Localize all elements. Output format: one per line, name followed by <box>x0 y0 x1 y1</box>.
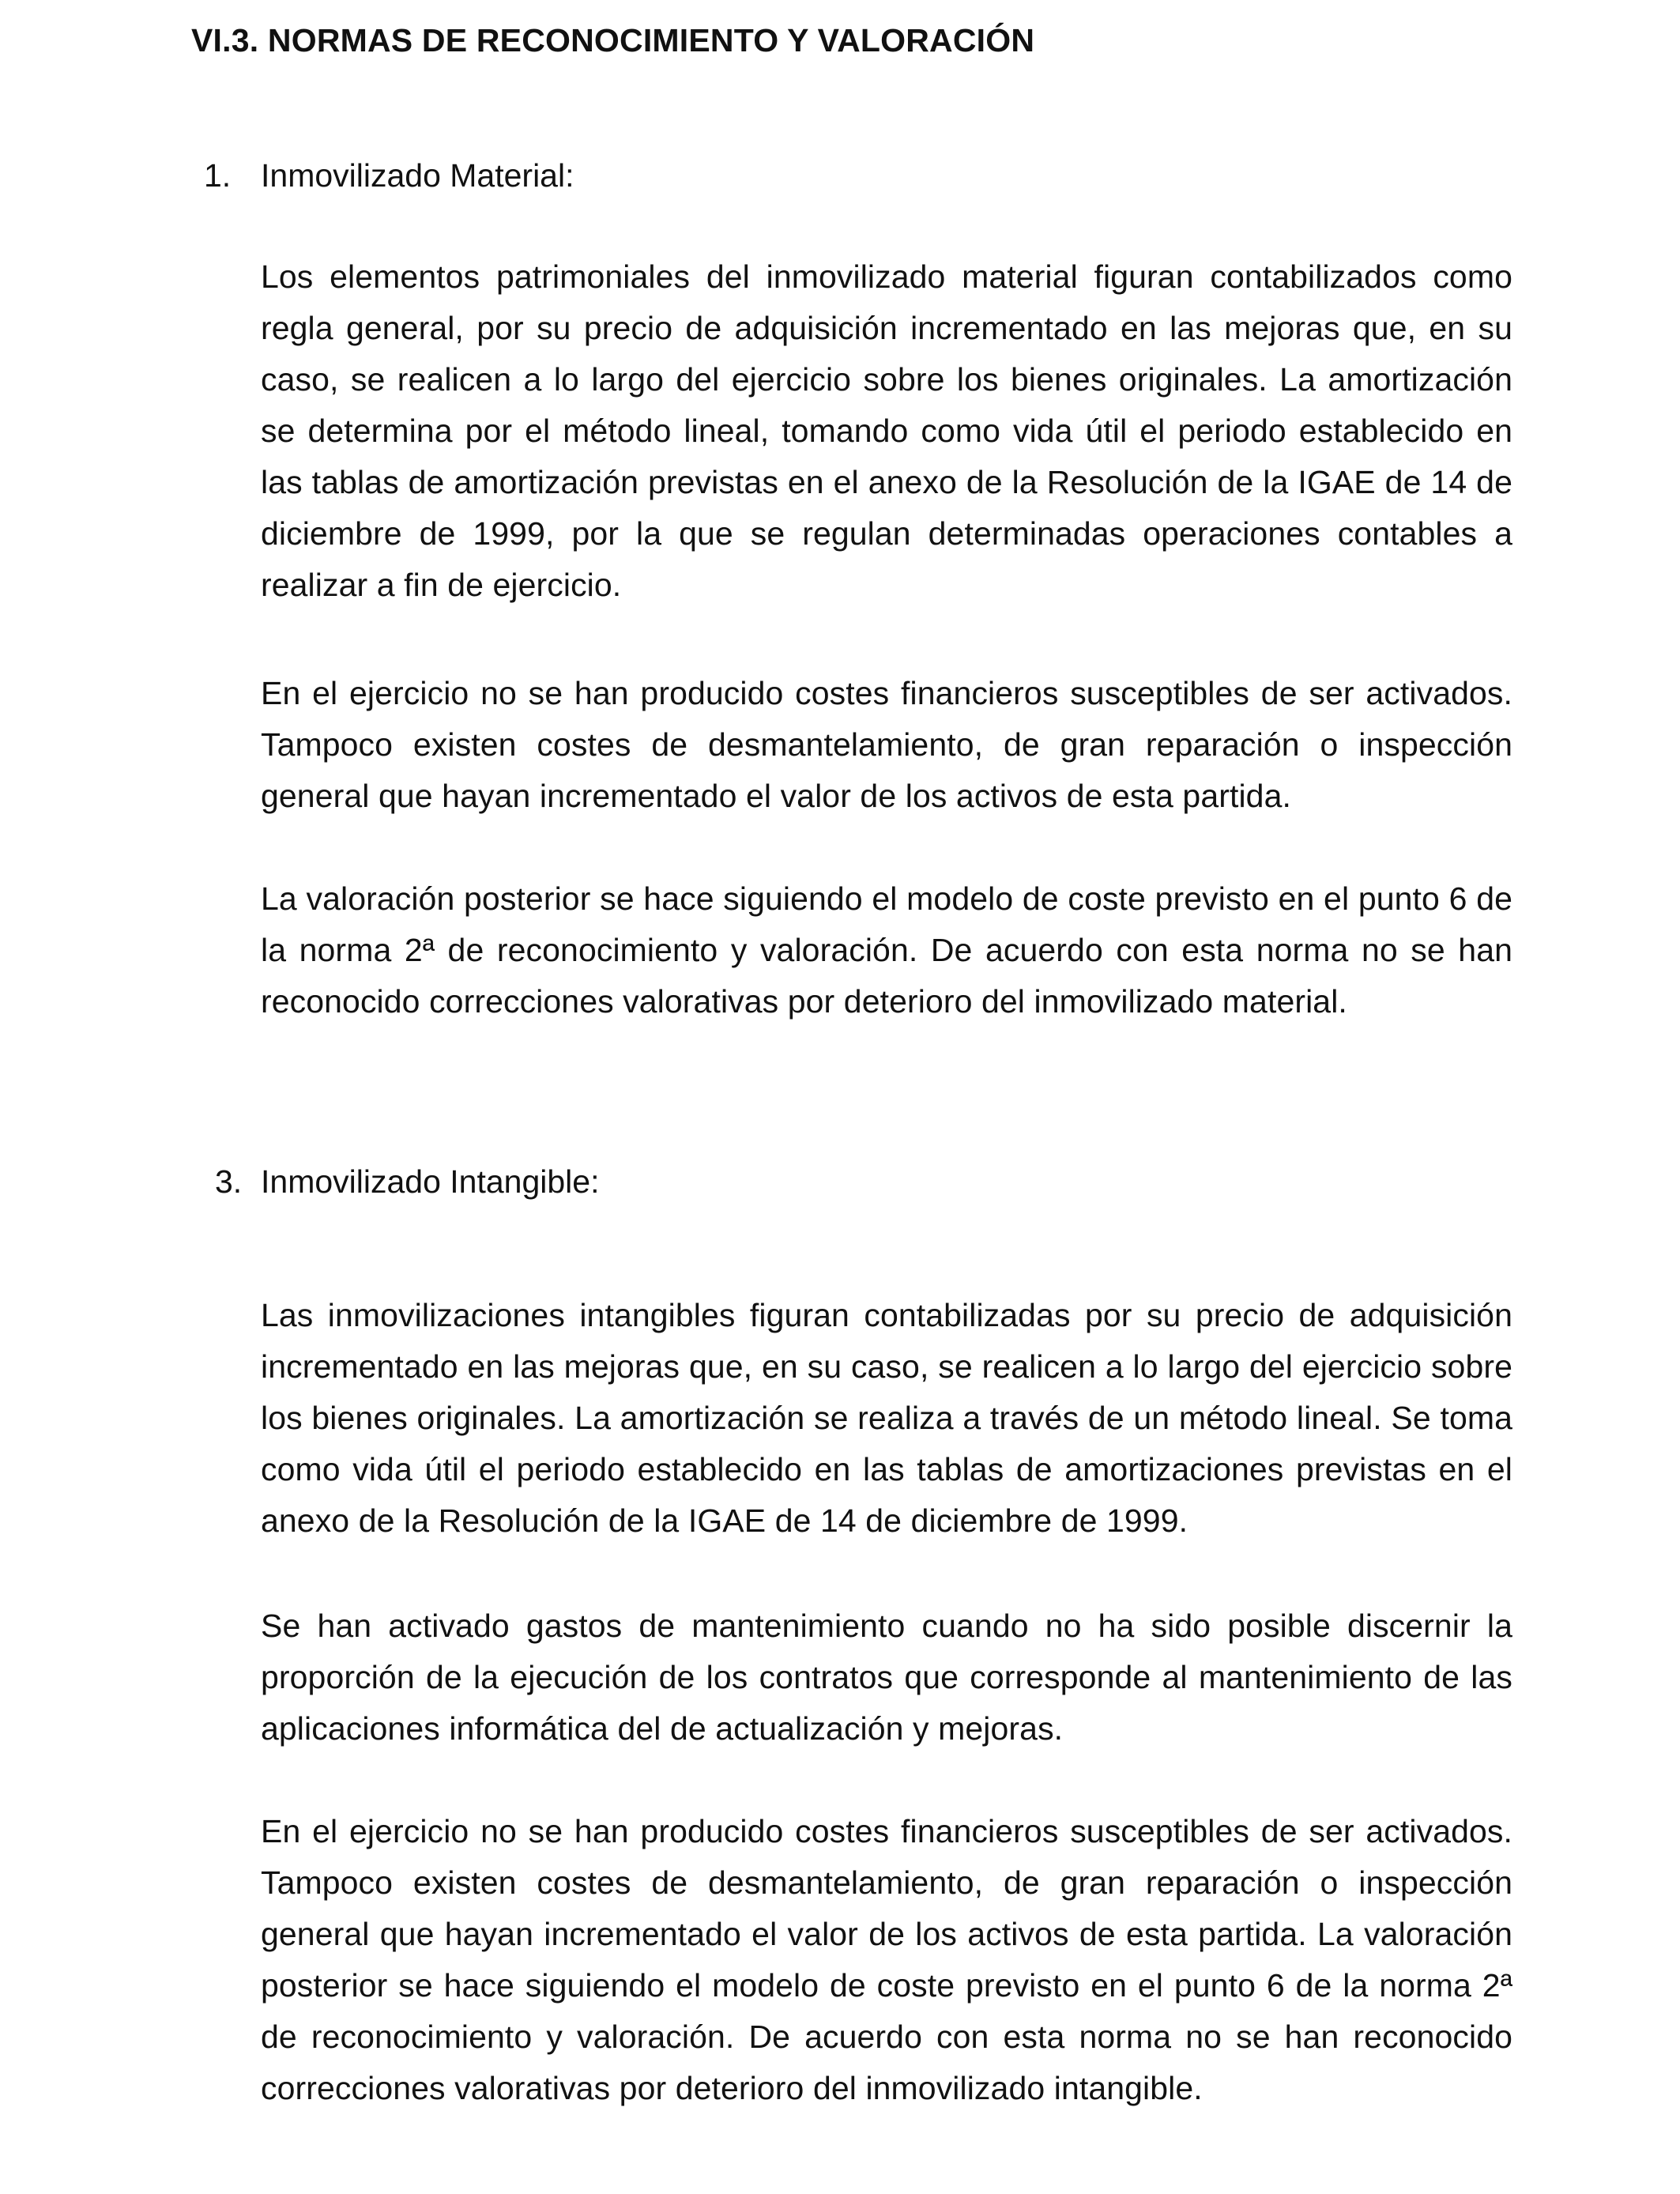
section-number: 1. <box>204 157 232 194</box>
paragraph-intangible-valoracion-inicial: Las inmovilizaciones intangibles figuran contabilizadas por su precio de adquisición incrementado en las mejoras que, en su caso, se realicen a lo largo del ejercicio sobre los bienes originales. La amortización se realiza a través de un método lineal. Se toma como vida útil el periodo establecido en las tablas de amortizaciones previstas en el anexo de la Resolución de la IGAE de 14 de diciembre de 1999. <box>261 1297 1512 1539</box>
document-title: VI.3. NORMAS DE RECONOCIMIENTO Y VALORACIÓN <box>191 22 1035 58</box>
paragraph-intangible-gastos-mantenimiento: Se han activado gastos de mantenimiento cuando no ha sido posible discernir la proporción de la ejecución de los contratos que corresponde al mantenimiento de las aplicaciones informática del de actualización y mejoras. <box>261 1608 1512 1747</box>
paragraph-material-valoracion-inicial: Los elementos patrimoniales del inmovilizado material figuran contabilizados como regla general, por su precio de adquisición incrementado en las mejoras que, en su caso, se realicen a lo largo del ejercicio sobre los bienes originales. La amortización se determina por el método lineal, tomando como vida útil el periodo establecido en las tablas de amortización previstas en el anexo de la Resolución de la IGAE de 14 de diciembre de 1999, por la que se regulan determinadas operaciones contables a realizar a fin de ejercicio. <box>261 258 1512 603</box>
paragraph-material-costes-financieros: En el ejercicio no se han producido costes financieros susceptibles de ser activados. Tampoco existen costes de desmantelamiento, de gran reparación o inspección general que hayan incrementado el valor de los activos de esta partida. <box>261 675 1512 814</box>
paragraph-material-valoracion-posterior: La valoración posterior se hace siguiendo el modelo de coste previsto en el punto 6 de la norma 2ª de reconocimiento y valoración. De acuerdo con esta norma no se han reconocido correcciones valorativas por deterioro del inmovilizado material. <box>261 880 1512 1020</box>
paragraph-intangible-costes-y-valoracion: En el ejercicio no se han producido costes financieros susceptibles de ser activados. Tampoco existen costes de desmantelamiento, de gran reparación o inspección general que hayan incrementado el valor de los activos de esta partida. La valoración posterior se hace siguiendo el modelo de coste previsto en el punto 6 de la norma 2ª de reconocimiento y valoración. De acuerdo con esta norma no se han reconocido correcciones valorativas por deterioro del inmovilizado intangible. <box>261 1813 1512 2106</box>
section-title: Inmovilizado Material: <box>261 157 574 194</box>
section-title: Inmovilizado Intangible: <box>261 1163 600 1200</box>
section-number: 3. <box>215 1163 243 1200</box>
